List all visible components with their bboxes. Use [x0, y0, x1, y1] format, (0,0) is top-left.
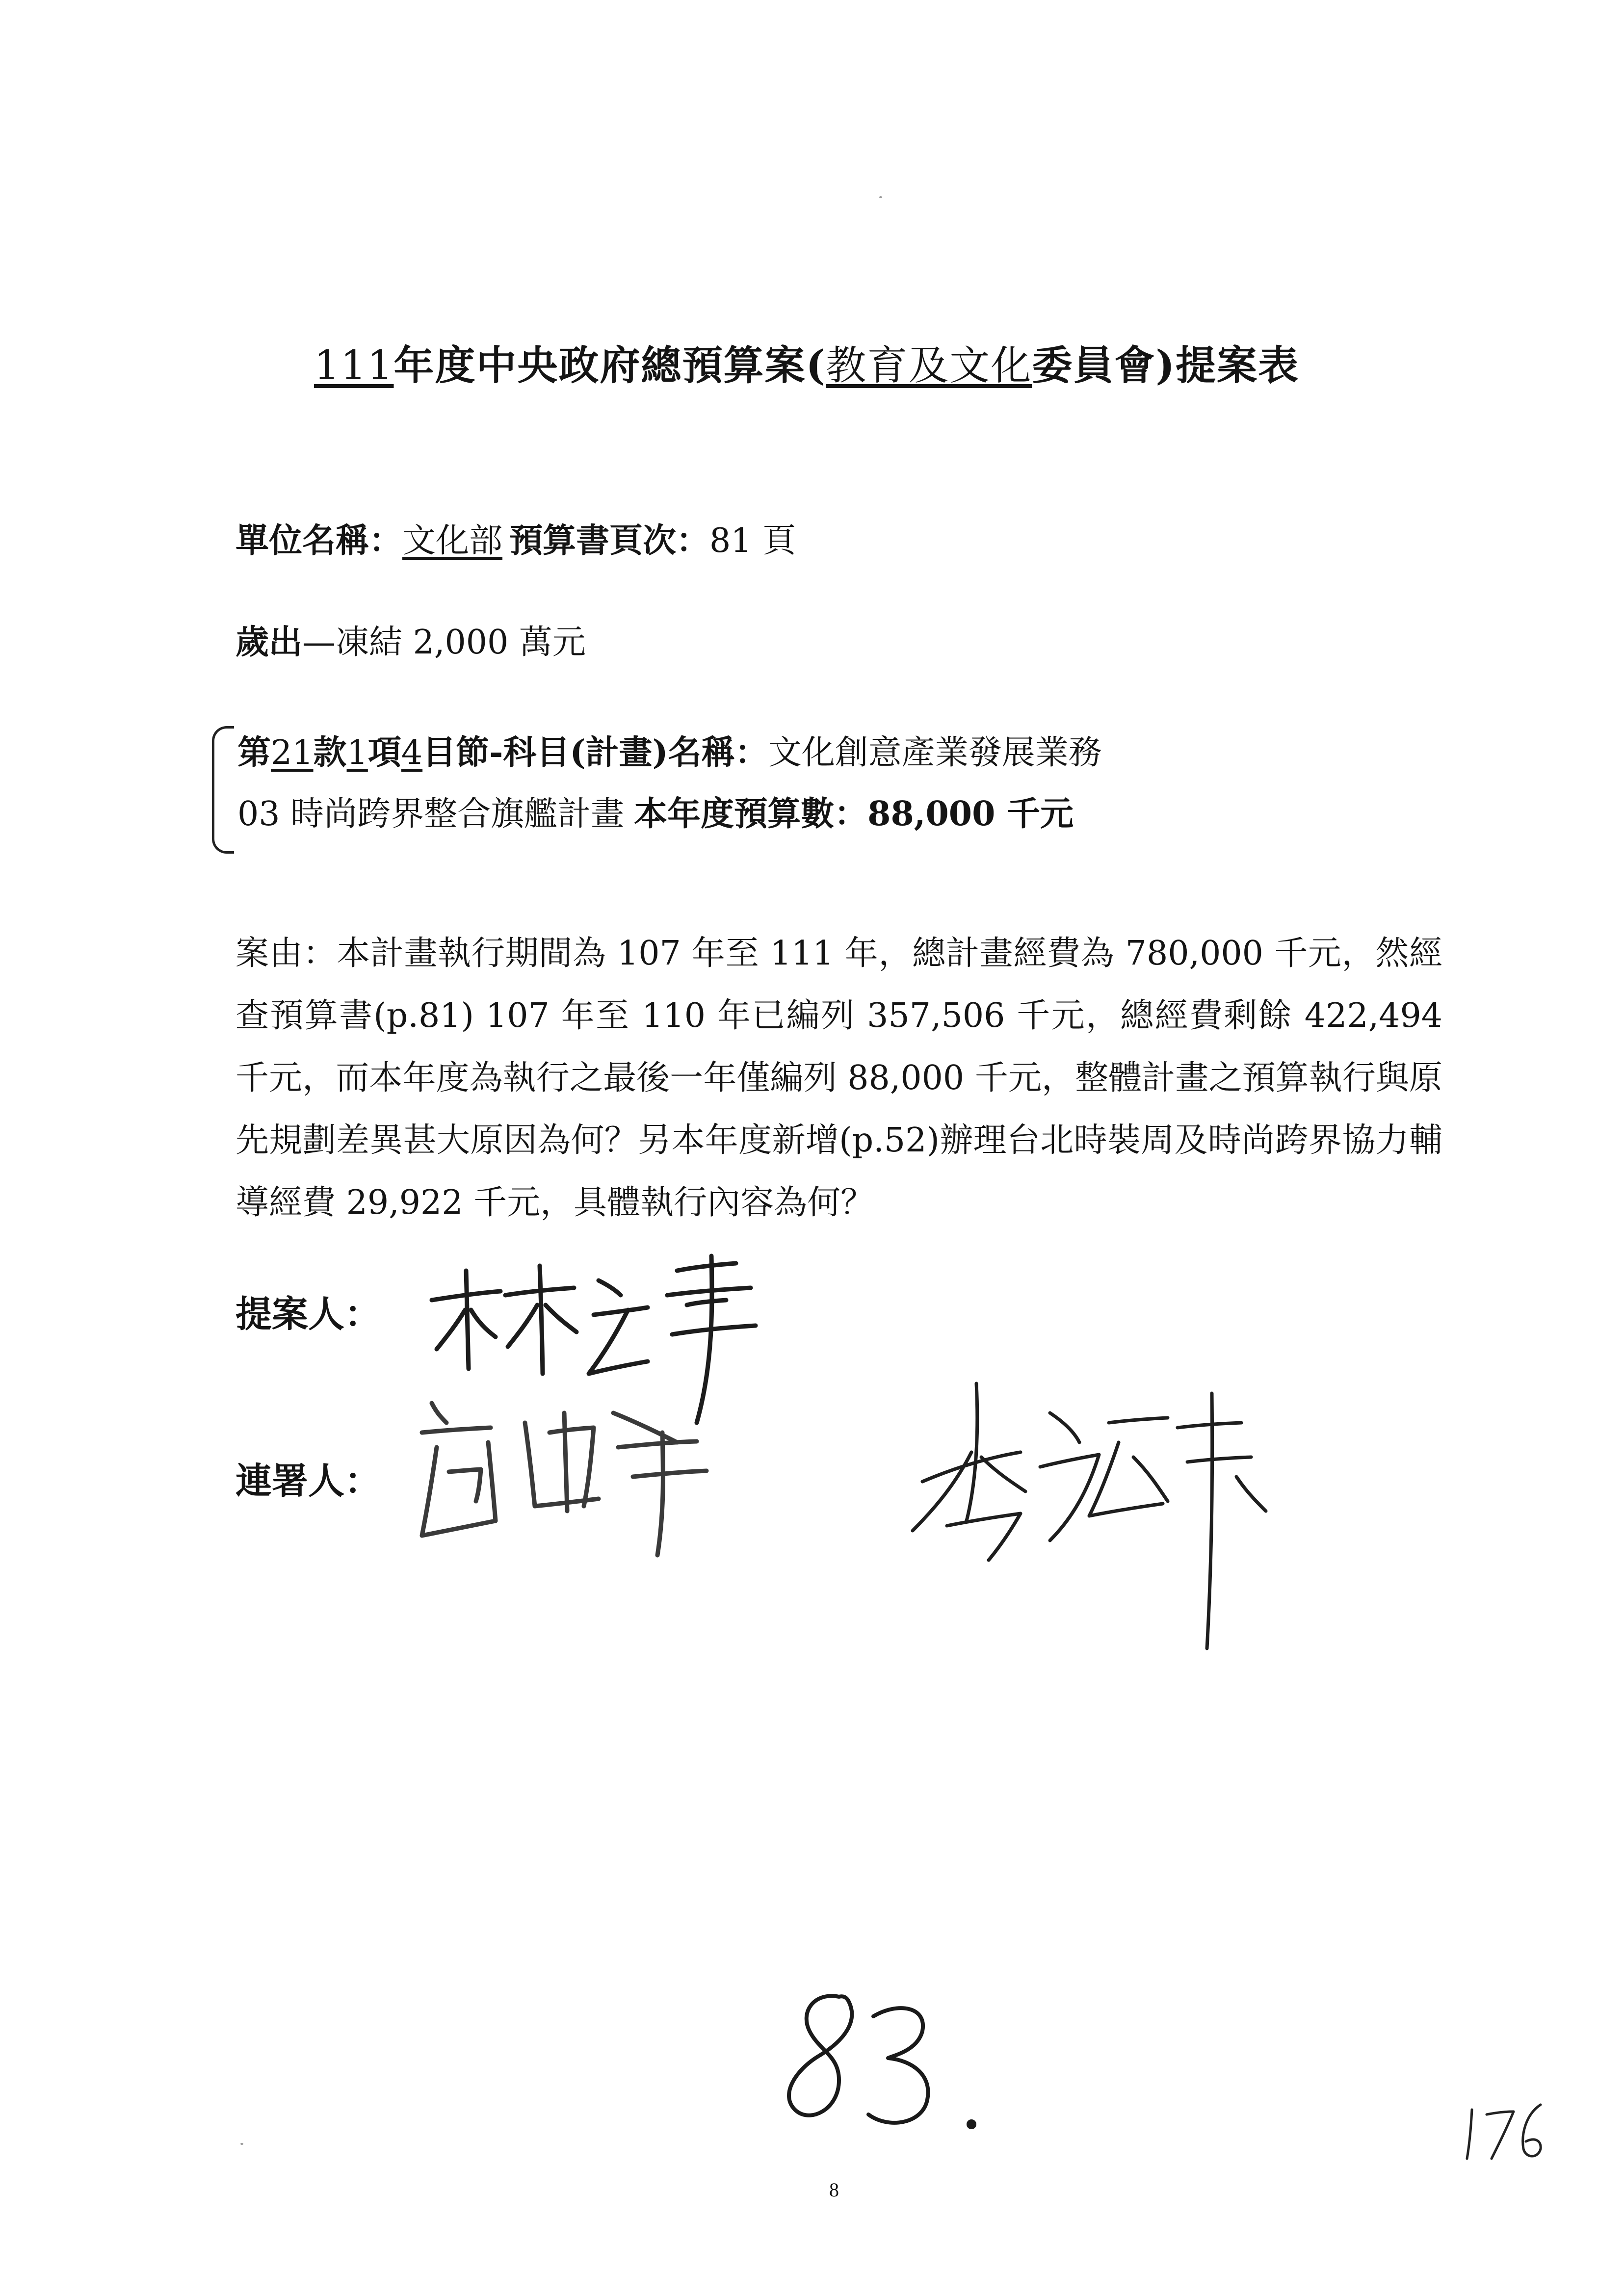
title-pre: 年度中央政府總預算案( — [393, 342, 826, 389]
item-bracket — [212, 726, 234, 854]
scan-speck — [879, 196, 882, 198]
expenditure-line — [236, 623, 586, 662]
expenditure-text: —凍結 2,000 萬元 — [302, 623, 586, 662]
item-line-1 — [237, 733, 1102, 772]
item-xiang: 1 — [346, 733, 368, 772]
reason-paragraph: 案由：本計畫執行期間為 107 年至 111 年，總計畫經費為 780,000 千元，然經查預算書(p.81) 107 年至 110 年已編列 357,506 千元，總經費剩餘 422,494 千元，而本年度為執行之最後一年僅編列 88,000 千元，整體計畫之預算執行與原先規劃差異甚大原因為何？另本年度新增(p.52)辦理台北時裝周及時尚跨界協力輔導經費 29,922 千元，具體執行內容為何？ — [236, 934, 1442, 1222]
title-post: 委員會)提案表 — [1032, 342, 1300, 389]
page-title — [314, 334, 1393, 391]
item-kuan: 21 — [271, 733, 314, 772]
page-value: 81 頁 — [709, 522, 796, 560]
proposer-label: 提案人： — [236, 1293, 381, 1335]
item-p3: 項 — [367, 733, 401, 772]
item-p1: 第 — [237, 733, 271, 772]
handwritten-number-83 — [765, 1982, 991, 2139]
item-line2: 03 時尚跨界整合旗艦計畫 — [237, 795, 625, 834]
unit-label: 單位名稱： — [236, 521, 403, 560]
corner-number-176 — [1457, 2095, 1555, 2168]
cosigner-signature-2 — [903, 1354, 1276, 1658]
item-name: 文化創意產業發展業務 — [768, 733, 1102, 772]
scan-speck — [240, 2143, 243, 2145]
title-year: 111 — [314, 342, 394, 389]
title-committee: 教育及文化 — [826, 342, 1032, 389]
cosigner-label: 連署人： — [236, 1460, 381, 1502]
unit-name: 文化部 — [402, 522, 503, 560]
item-p4: 目節-科目(計畫)名稱： — [422, 733, 768, 772]
page-label: 預算書頁次： — [509, 521, 710, 560]
expenditure-label: 歲出 — [236, 623, 303, 662]
cosigner-signature-1 — [402, 1383, 716, 1560]
item-p2: 款 — [313, 733, 347, 772]
page-number: 8 — [829, 2179, 839, 2201]
item-budget: 本年度預算數：88,000 千元 — [634, 794, 1074, 834]
unit-line — [236, 521, 796, 560]
item-mu: 4 — [401, 733, 423, 772]
item-line-2 — [237, 794, 1074, 834]
